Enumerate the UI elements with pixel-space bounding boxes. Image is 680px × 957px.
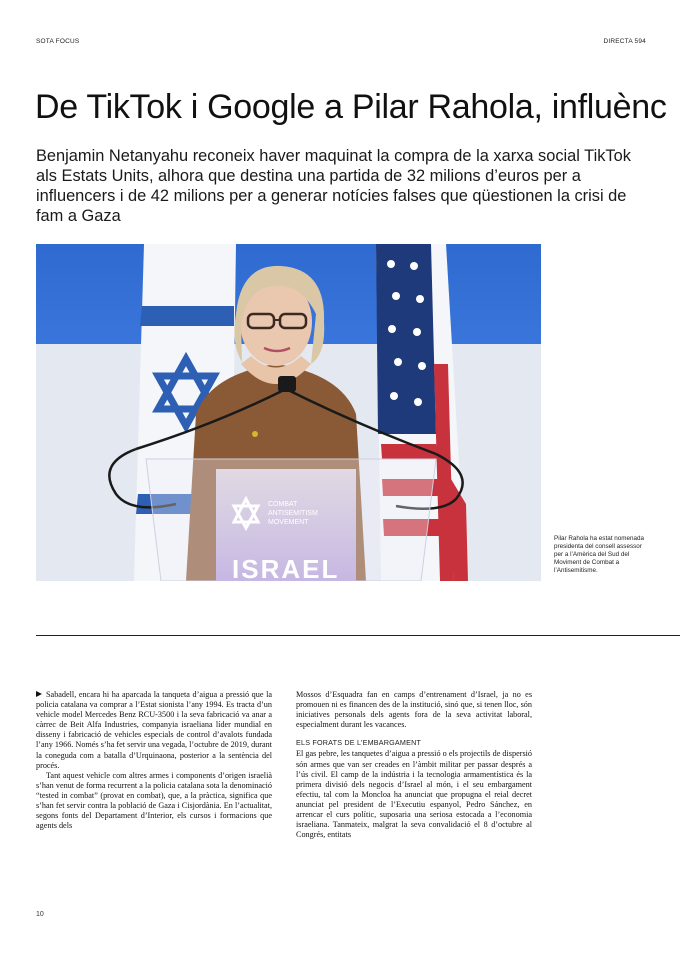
article-subhead: Benjamin Netanyahu reconeix haver maquinat la compra de la xarxa social TikTok als Estats Units, alhora que destina una partida de 32 milions d’euros per a influencers i de 42 milions per a generar notícies falses que qüestionen la crisi de fam a Gaza (36, 147, 631, 225)
body-paragraph: Mossos d’Esquadra fan en camps d’entrenament d’Israel, ja no es promouen ni es financen des de la institució, sinó que, si tenen lloc, són iniciatives personals dels agents fora de la seva activitat laboral, especialment durant les vacances. (296, 690, 532, 730)
body-paragraph: Tant aquest vehicle com altres armes i components d’origen israelià s’han venut de forma recurrent a la policia catalana sota la denominació “tested in combat” (provat en combat), que, a la pràctica, significa que s’han fet servir contra la població de Gaza i Cisjordània. En l’actualitat, segons fonts del Departament d’Interior, els cursos i formacions que agents dels (36, 770, 272, 831)
podium (146, 459, 436, 581)
podium-logo-line3: MOVEMENT (268, 519, 309, 526)
page-number: 10 (36, 911, 44, 918)
body-paragraph: El gas pebre, les tanquetes d’aigua a pressió o els projectils de dispersió són armes que van ser creades en l’àmbit militar per passar després a l’ús civil. El camp de la indústria i la tecnologia armamentística és la primera divisió dels negocis d’Israel al món, i el seu embargament efectiu, tal com la Moncloa ha anunciat que propugna el reial decret anunciat pel president de l’Executiu espanyol, Pedro Sánchez, en arrencar el curs polític, suposaria una seriosa estocada a l’economia israeliana. Tanmateix, malgrat la seva convalidació el 8 d’octubre al Congrés, entitats (296, 749, 532, 840)
body-paragraph (36, 690, 272, 771)
body-paragraph-text: Sabadell, encara hi ha aparcada la tanqueta d’aigua a pressió que la policia catalana va comprar a l’Estat sionista l’any 1994. Es tracta d’un vehicle model Mercedes Benz RCU-3500 i la seva fabricació va anar a càrrec de Beit Alfa Industries, companyia israeliana líder mundial en disseny i fabricació de vehicles especials de control d’avalots fundada l’any 1966. Només s’ha fet servir una vegada, l’octubre de 2019, durant la coneguda com a batalla d’Urquinaona, posterior a la sentència del procés. (36, 690, 272, 770)
article-headline: De TikTok i Google a Pilar Rahola, influènc (35, 88, 667, 126)
section-label: SOTA FOCUS (36, 38, 80, 45)
photo-caption: Pilar Rahola ha estat nomenada presidenta del consell assessor per a l’Amèrica del Sud del Moviment de Combat a l’Antisemitisme. (554, 535, 644, 574)
body-column-1 (36, 690, 272, 831)
podium-logo-line1: COMBAT (268, 501, 298, 508)
section-subtitle: ELS FORATS DE L’EMBARGAMENT (296, 738, 422, 748)
issue-label: DIRECTA 594 (603, 38, 646, 45)
podium-logo-line2: ANTISEMITISM (268, 510, 318, 517)
podium-banner: ISRAEL (232, 554, 340, 581)
article-photo (36, 244, 541, 581)
section-divider (36, 635, 680, 636)
body-column-2 (296, 690, 532, 840)
start-marker-icon (36, 691, 42, 697)
